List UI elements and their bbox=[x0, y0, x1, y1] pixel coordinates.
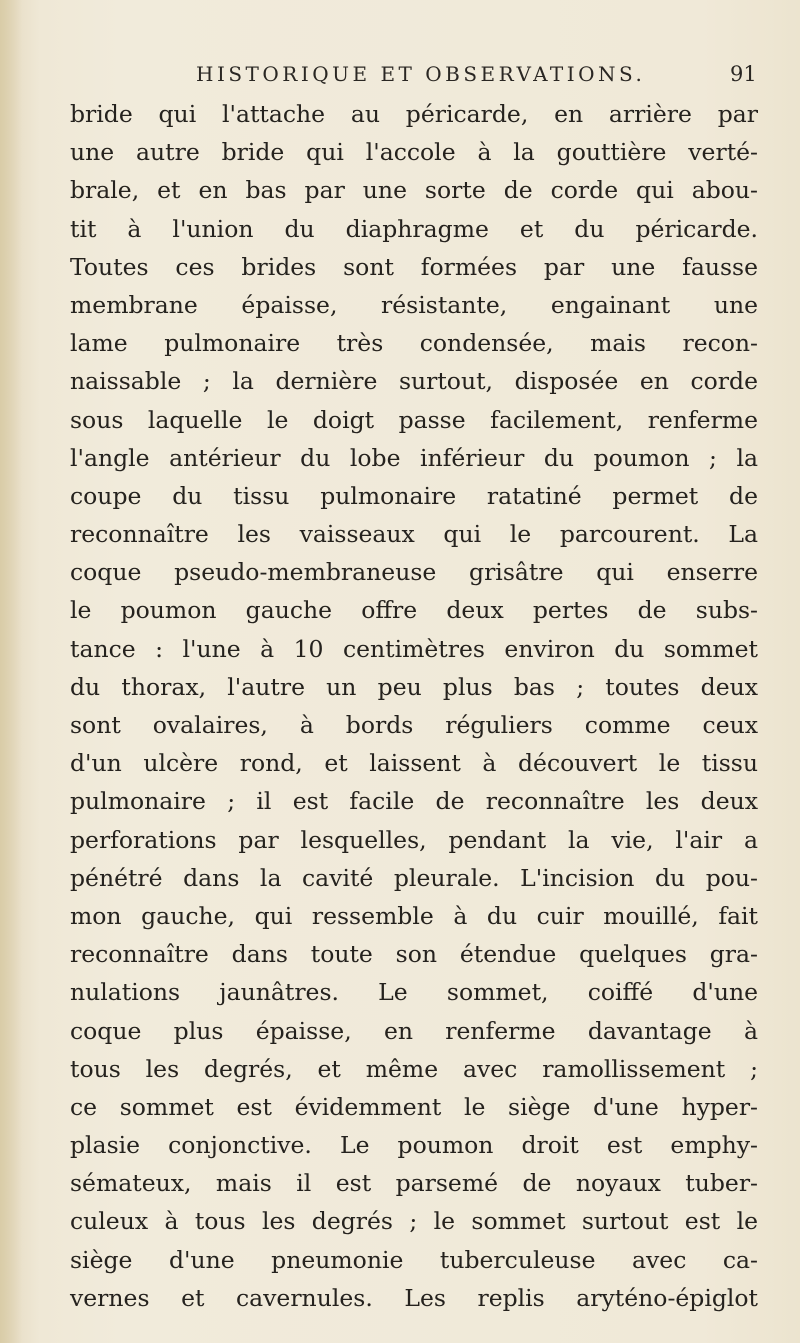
text-line: ce sommet est évidemment le siège d'une hyper- bbox=[70, 1092, 758, 1121]
text-line: plasie conjonctive. Le poumon droit est emphy- bbox=[70, 1131, 758, 1160]
text-line: lame pulmonaire très condensée, mais recon- bbox=[70, 329, 758, 358]
text-line: pénétré dans la cavité pleurale. L'incision du pou- bbox=[70, 863, 758, 892]
text-line: bride qui l'attache au péricarde, en arrière par bbox=[70, 100, 758, 128]
text-line: le poumon gauche offre deux pertes de subs- bbox=[70, 596, 758, 625]
text-line: du thorax, l'autre un peu plus bas ; toutes deux bbox=[70, 672, 758, 701]
text-line: nulations jaunâtres. Le sommet, coiffé d'une bbox=[70, 978, 758, 1007]
text-line: vernes et cavernules. Les replis aryténo-épiglot bbox=[70, 1283, 758, 1312]
text-line: mon gauche, qui ressemble à du cuir mouillé, fait bbox=[70, 901, 758, 930]
text-line: perforations par lesquelles, pendant la vie, l'air a bbox=[70, 825, 758, 854]
text-line: sous laquelle le doigt passe facilement, renferme bbox=[70, 405, 758, 434]
text-line: membrane épaisse, résistante, engainant une bbox=[70, 290, 758, 319]
text-line: tous les degrés, et même avec ramollissement ; bbox=[70, 1054, 758, 1083]
text-line: coque pseudo-membraneuse grisâtre qui enserre bbox=[70, 558, 758, 587]
text-line: reconnaître dans toute son étendue quelques gra- bbox=[70, 940, 758, 969]
text-line: reconnaître les vaisseaux qui le parcourent. La bbox=[70, 520, 758, 549]
running-title: HISTORIQUE ET OBSERVATIONS. bbox=[196, 62, 646, 86]
text-line: coupe du tissu pulmonaire ratatiné permet de bbox=[70, 481, 758, 510]
page-header bbox=[0, 62, 800, 92]
text-line: tit à l'union du diaphragme et du péricarde. bbox=[70, 214, 758, 243]
text-line: culeux à tous les degrés ; le sommet surtout est le bbox=[70, 1207, 758, 1236]
page-spine-shadow bbox=[0, 0, 22, 1343]
text-line: siège d'une pneumonie tuberculeuse avec ca- bbox=[70, 1245, 758, 1274]
body-text bbox=[70, 95, 758, 1317]
text-line: brale, et en bas par une sorte de corde qui abou- bbox=[70, 176, 758, 205]
text-line: d'un ulcère rond, et laissent à découvert le tissu bbox=[70, 749, 758, 778]
text-line: pulmonaire ; il est facile de reconnaître les deux bbox=[70, 787, 758, 816]
text-line: l'angle antérieur du lobe inférieur du poumon ; la bbox=[70, 443, 758, 472]
text-line: naissable ; la dernière surtout, disposée en corde bbox=[70, 367, 758, 396]
text-line: une autre bride qui l'accole à la gouttière verté- bbox=[70, 138, 758, 167]
text-line: Toutes ces brides sont formées par une fausse bbox=[70, 252, 758, 281]
text-line: coque plus épaisse, en renferme davantage à bbox=[70, 1016, 758, 1045]
text-line: sémateux, mais il est parsemé de noyaux tuber- bbox=[70, 1169, 758, 1198]
page-number: 91 bbox=[730, 62, 757, 86]
text-line: tance : l'une à 10 centimètres environ du sommet bbox=[70, 634, 758, 663]
text-line: sont ovalaires, à bords réguliers comme ceux bbox=[70, 711, 758, 739]
